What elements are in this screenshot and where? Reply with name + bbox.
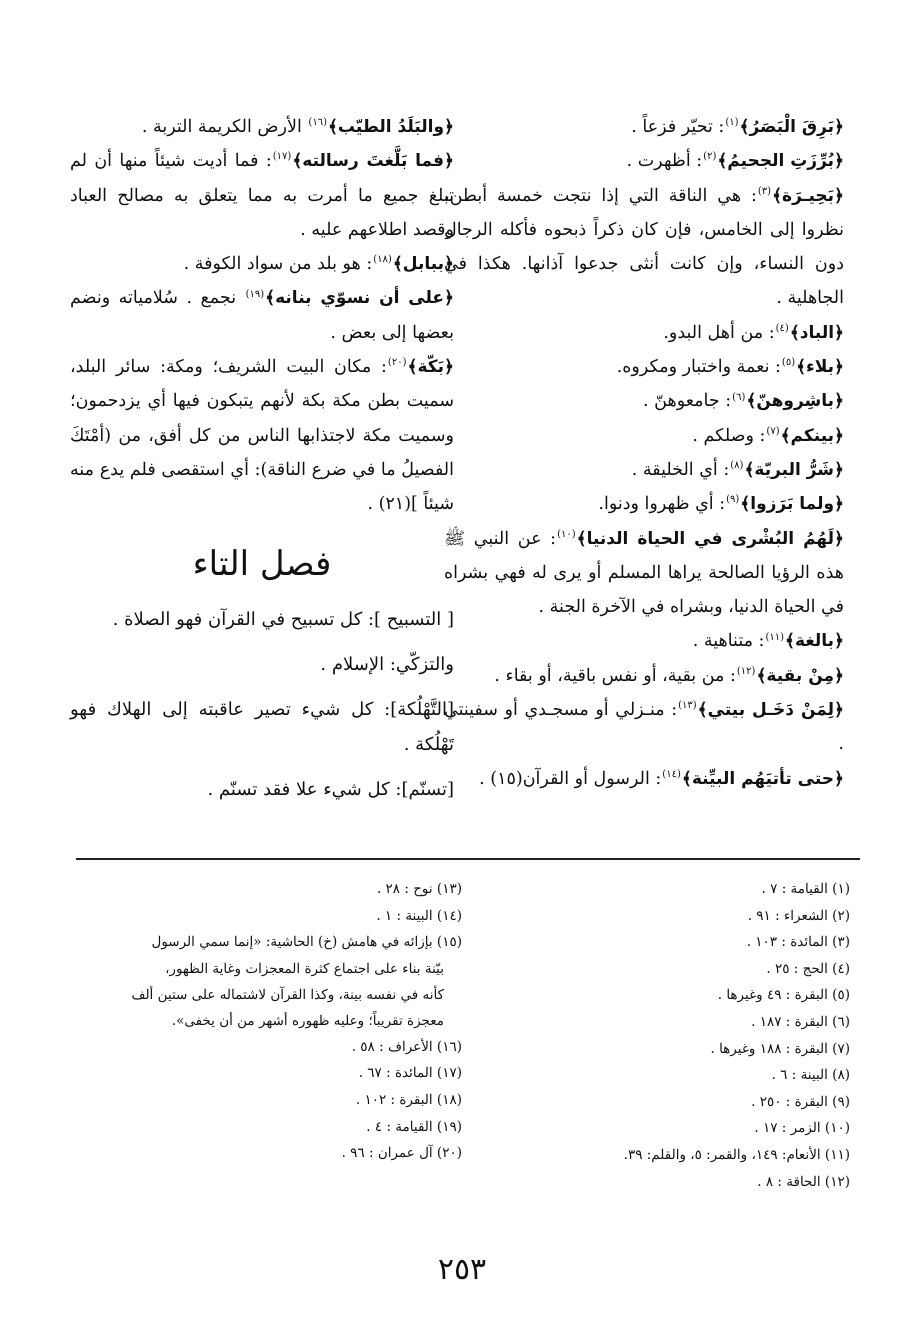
footnote: (١٤) البينة : ١ . bbox=[376, 907, 462, 924]
footnote-ref: (٤) bbox=[775, 322, 789, 334]
entry-term: ﴿بلاء﴾ bbox=[796, 357, 844, 378]
entry-definition: : أي ظهروا ودنوا. bbox=[598, 494, 726, 515]
taa-entries bbox=[70, 602, 454, 807]
entry-term: ﴿والبَلَدُ الطيّب﴾ bbox=[327, 117, 454, 137]
footnote: معجزة تقريباً؛ وعليه ظهوره أشهر من أن يخفى». bbox=[171, 1012, 444, 1029]
entry-term: ﴿على أن نسوّي بنانه﴾ bbox=[265, 288, 455, 309]
footnotes-right bbox=[470, 876, 850, 1195]
entry-definition: : من أهل البدو. bbox=[663, 322, 775, 343]
taa-entry: والتزكّي: الإسلام . bbox=[320, 653, 454, 675]
entry-definition: نجمع . سُلامياته ونضم بعضها إلى بعض . bbox=[70, 288, 454, 343]
glossary-entry bbox=[444, 179, 844, 316]
footnote: (٥) البقرة : ٤٩ وغيرها . bbox=[717, 987, 850, 1004]
entry-term: ﴿بَرِقَ الْبَصَرُ﴾ bbox=[739, 117, 844, 137]
footnote: (٧) البقرة : ١٨٨ وغيرها . bbox=[710, 1040, 850, 1057]
footnote: (١٣) نوح : ٢٨ . bbox=[376, 881, 462, 897]
footnote-ref: (١) bbox=[725, 117, 739, 129]
footnote-ref: (٥) bbox=[781, 357, 796, 369]
glossary-entry bbox=[444, 350, 844, 384]
glossary-entry bbox=[444, 144, 844, 178]
glossary-entry bbox=[70, 144, 454, 247]
left-entries bbox=[70, 110, 454, 522]
glossary-entry bbox=[444, 316, 844, 350]
footnote-ref: (٨) bbox=[730, 460, 744, 472]
entry-definition: : عن النبي ﷺ هذه الرؤيا الصالحة يراها المسلم أو يرى له فهي بشراه في الحياة الدنيا، وبشراه في الآخرة الجنة . bbox=[444, 528, 844, 618]
footnote-ref: (٩) bbox=[726, 494, 740, 506]
entry-definition: : متناهية . bbox=[692, 631, 765, 652]
footnote: كأنه في نفسه بينة، وكذا القرآن لاشتماله على ستين ألف bbox=[131, 986, 444, 1003]
entry-definition: الأرض الكريمة التربة . bbox=[141, 117, 308, 137]
footnote-ref: (١١) bbox=[765, 631, 785, 643]
entry-term: ﴿فما بَلَّغتَ رسالته﴾ bbox=[292, 151, 454, 172]
footnote-ref: (٢) bbox=[703, 151, 717, 163]
entry-term: ﴿باشِروهنّ﴾ bbox=[746, 391, 844, 412]
left-column bbox=[70, 110, 454, 817]
entry-definition: : تحيّر فزعاً . bbox=[631, 117, 725, 137]
glossary-entry bbox=[444, 659, 844, 693]
footnote: (٦) البقرة : ١٨٧ . bbox=[751, 1013, 850, 1030]
footnotes-left bbox=[58, 876, 462, 1167]
entry-term: ﴿بُرِّزَتِ الجحيمُ﴾ bbox=[717, 151, 844, 172]
entry-definition: : مكان البيت الشريف؛ ومكة: سائر البلد، سميت بطن مكة بكة لأنهم يتبكون فيها أي يزدحمون؛ وسميت مكة لاجتذابها الناس من كل أفق، من (أمْتَكَ الفصيلُ ما في ضرع الناقة): أي استقصى فلم يدع منه شيئاً ](٢١) . bbox=[70, 357, 454, 515]
section-title: فصل التاء bbox=[192, 543, 332, 584]
entry-term: ﴿حتى تأتيَهُم البيِّنة﴾ bbox=[681, 768, 844, 789]
entry-definition: : جامعوهنّ . bbox=[643, 391, 732, 412]
footnote-ref: (١٨) bbox=[373, 254, 392, 266]
footnote: (٩) البقرة : ٢٥٠ . bbox=[751, 1093, 850, 1110]
footnote-ref: (٧) bbox=[766, 425, 780, 437]
entry-term: ﴿الباد﴾ bbox=[789, 322, 844, 343]
entry-term: ﴿لِمَنْ دَخَـل بيتي﴾ bbox=[697, 700, 844, 721]
entry-term: ﴿لَهُمُ البُشْرى في الحياة الدنيا﴾ bbox=[576, 528, 844, 549]
entry-term: ﴿بينكم﴾ bbox=[780, 425, 844, 446]
footnote-divider bbox=[76, 858, 860, 860]
page-number: ٢٥٣ bbox=[437, 1252, 487, 1287]
footnote: (١٠) الزمر : ١٧ . bbox=[754, 1120, 850, 1137]
entry-definition: : فما أديت شيئاً منها أن لم تبلغ جميع ما أمرت به مما يتعلق به مصالح العباد وقصد اطلاعهم عليه . bbox=[70, 151, 454, 240]
taa-entry: [تسنّم]: كل شيء علا فقد تسنّم . bbox=[207, 778, 454, 800]
glossary-entry bbox=[444, 522, 844, 625]
glossary-entry bbox=[444, 762, 844, 796]
entry-definition: : نعمة واختبار ومكروه. bbox=[616, 357, 781, 378]
footnote-ref: (١٦) bbox=[308, 117, 327, 129]
footnote-ref: (٢٠) bbox=[387, 357, 407, 369]
footnote: (١٢) الحاقة : ٨ . bbox=[757, 1173, 850, 1190]
entry-definition: : أظهرت . bbox=[626, 151, 703, 172]
entry-term: ﴿مِنْ بقية﴾ bbox=[756, 665, 844, 686]
footnote: (٣) المائدة : ١٠٣ . bbox=[746, 934, 850, 951]
glossary-entry bbox=[70, 350, 454, 521]
footnote: بيّنة بناء على اجتماع كثرة المعجزات وغاية الظهور، bbox=[165, 960, 444, 977]
taa-entry: [ التسبيح ]: كل تسبيح في القرآن فهو الصلاة . bbox=[112, 608, 454, 630]
footnote: (٨) البينة : ٦ . bbox=[771, 1067, 850, 1084]
footnote: (١٧) المائدة : ٦٧ . bbox=[358, 1065, 462, 1082]
entry-term: ﴿ولما بَرَزوا﴾ bbox=[740, 494, 844, 515]
footnote-ref: (١٣) bbox=[678, 700, 697, 712]
entry-term: ﴿بالغة﴾ bbox=[785, 631, 844, 652]
footnote: (١١) الأنعام: ١٤٩، والقمر: ٥، والقلم: ٣٩. bbox=[623, 1146, 850, 1163]
right-column bbox=[444, 110, 844, 796]
glossary-entry bbox=[444, 624, 844, 658]
footnote: (١٩) القيامة : ٤ . bbox=[366, 1118, 462, 1135]
entry-term: ﴿شَرُّ البريّة﴾ bbox=[744, 459, 844, 480]
footnote-ref: (٣) bbox=[757, 185, 772, 197]
glossary-entry bbox=[70, 247, 454, 281]
entry-term: ﴿بَكّة﴾ bbox=[407, 357, 454, 378]
footnote-ref: (١٩) bbox=[245, 288, 265, 300]
entry-term: ﴿بَحِيـرَة﴾ bbox=[772, 185, 844, 206]
footnote: (٢٠) آل عمران : ٩٦ . bbox=[341, 1145, 462, 1162]
footnote: (٢) الشعراء : ٩١ . bbox=[747, 907, 850, 924]
entry-definition: : هي الناقة التي إذا نتجت خمسة أبطن، نظروا إلى الخامس، فإن كان ذكراً ذبحوه فأكله الرجال دون النساء، وإن كانت أنثى جدعوا آذانها. هكذا في الجاهلية . bbox=[444, 185, 844, 309]
glossary-entry bbox=[444, 419, 844, 453]
entry-definition: : أي الخليقة . bbox=[631, 459, 730, 480]
entry-definition: : منـزلي أو مسجـدي أو سفينتي . bbox=[444, 700, 844, 755]
footnote-ref: (١٧) bbox=[272, 151, 292, 163]
footnote-ref: (١٢) bbox=[736, 665, 756, 677]
entry-definition: : وصلكم . bbox=[692, 425, 766, 446]
glossary-entry bbox=[444, 110, 844, 144]
footnote: (٤) الحج : ٢٥ . bbox=[766, 960, 850, 977]
footnote: (١) القيامة : ٧ . bbox=[761, 881, 850, 897]
glossary-entry bbox=[70, 281, 454, 350]
glossary-entry bbox=[444, 453, 844, 487]
glossary-entry bbox=[70, 110, 454, 144]
footnote-ref: (١٠) bbox=[557, 528, 576, 540]
footnote-ref: (٦) bbox=[732, 391, 746, 403]
taa-entry: [التَّهْلُكة]: كل شيء تصير عاقبته إلى الهلاك فهو تَهْلُكة . bbox=[70, 698, 455, 755]
footnote-ref: (١٤) bbox=[662, 768, 681, 780]
entry-term: ﴿ببابل﴾ bbox=[392, 254, 454, 275]
glossary-entry bbox=[444, 487, 844, 521]
footnote: (١٥) بإزائه في هامش (خ) الحاشية: «إنما سمي الرسول bbox=[151, 934, 462, 951]
glossary-entry bbox=[444, 384, 844, 418]
entry-definition: : هو بلد من سواد الكوفة . bbox=[183, 254, 373, 275]
entry-definition: : الرسول أو القرآن(١٥) . bbox=[479, 768, 662, 789]
glossary-entry bbox=[444, 693, 844, 762]
footnote: (١٦) الأعراف : ٥٨ . bbox=[351, 1038, 462, 1055]
entry-definition: : من بقية، أو نفس باقية، أو بقاء . bbox=[494, 665, 736, 686]
footnote: (١٨) البقرة : ١٠٢ . bbox=[355, 1091, 462, 1108]
